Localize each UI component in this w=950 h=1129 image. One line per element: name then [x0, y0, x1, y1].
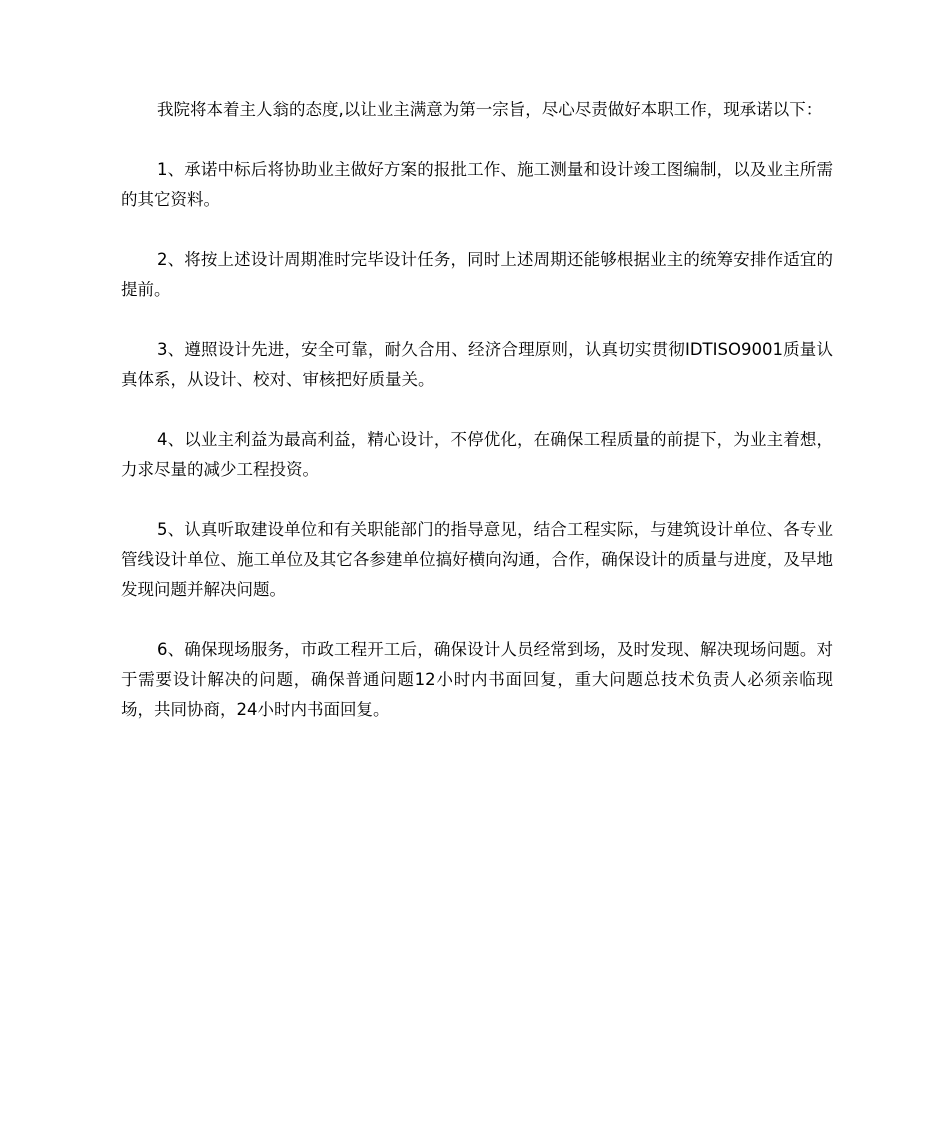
commitment-item-2: 2、将按上述设计周期准时完毕设计任务，同时上述周期还能够根据业主的统筹安排作适宜的提前。 — [121, 250, 833, 299]
commitment-item-5: 5、认真听取建设单位和有关职能部门的指导意见，结合工程实际，与建筑设计单位、各专业管线设计单位、施工单位及其它各参建单位搞好横向沟通，合作，确保设计的质量与进度，及早地发现问题并解决问题。 — [121, 520, 833, 599]
commitment-item-1: 1、承诺中标后将协助业主做好方案的报批工作、施工测量和设计竣工图编制，以及业主所需的其它资料。 — [121, 160, 833, 209]
intro-paragraph: 我院将本着主人翁的态度,以让业主满意为第一宗旨，尽心尽责做好本职工作，现承诺以下： — [157, 100, 823, 119]
commitment-item-3: 3、遵照设计先进，安全可靠，耐久合用、经济合理原则，认真切实贯彻IDTISO9001质量认真体系，从设计、校对、审核把好质量关。 — [121, 340, 833, 389]
commitment-item-6: 6、确保现场服务，市政工程开工后，确保设计人员经常到场，及时发现、解决现场问题。对于需要设计解决的问题，确保普通问题12小时内书面回复，重大问题总技术负责人必须亲临现场，共同协商，24小时内书面回复。 — [121, 640, 833, 719]
document-page — [121, 95, 833, 755]
commitment-item-4: 4、以业主利益为最高利益，精心设计，不停优化，在确保工程质量的前提下，为业主着想，力求尽量的减少工程投资。 — [121, 430, 833, 479]
